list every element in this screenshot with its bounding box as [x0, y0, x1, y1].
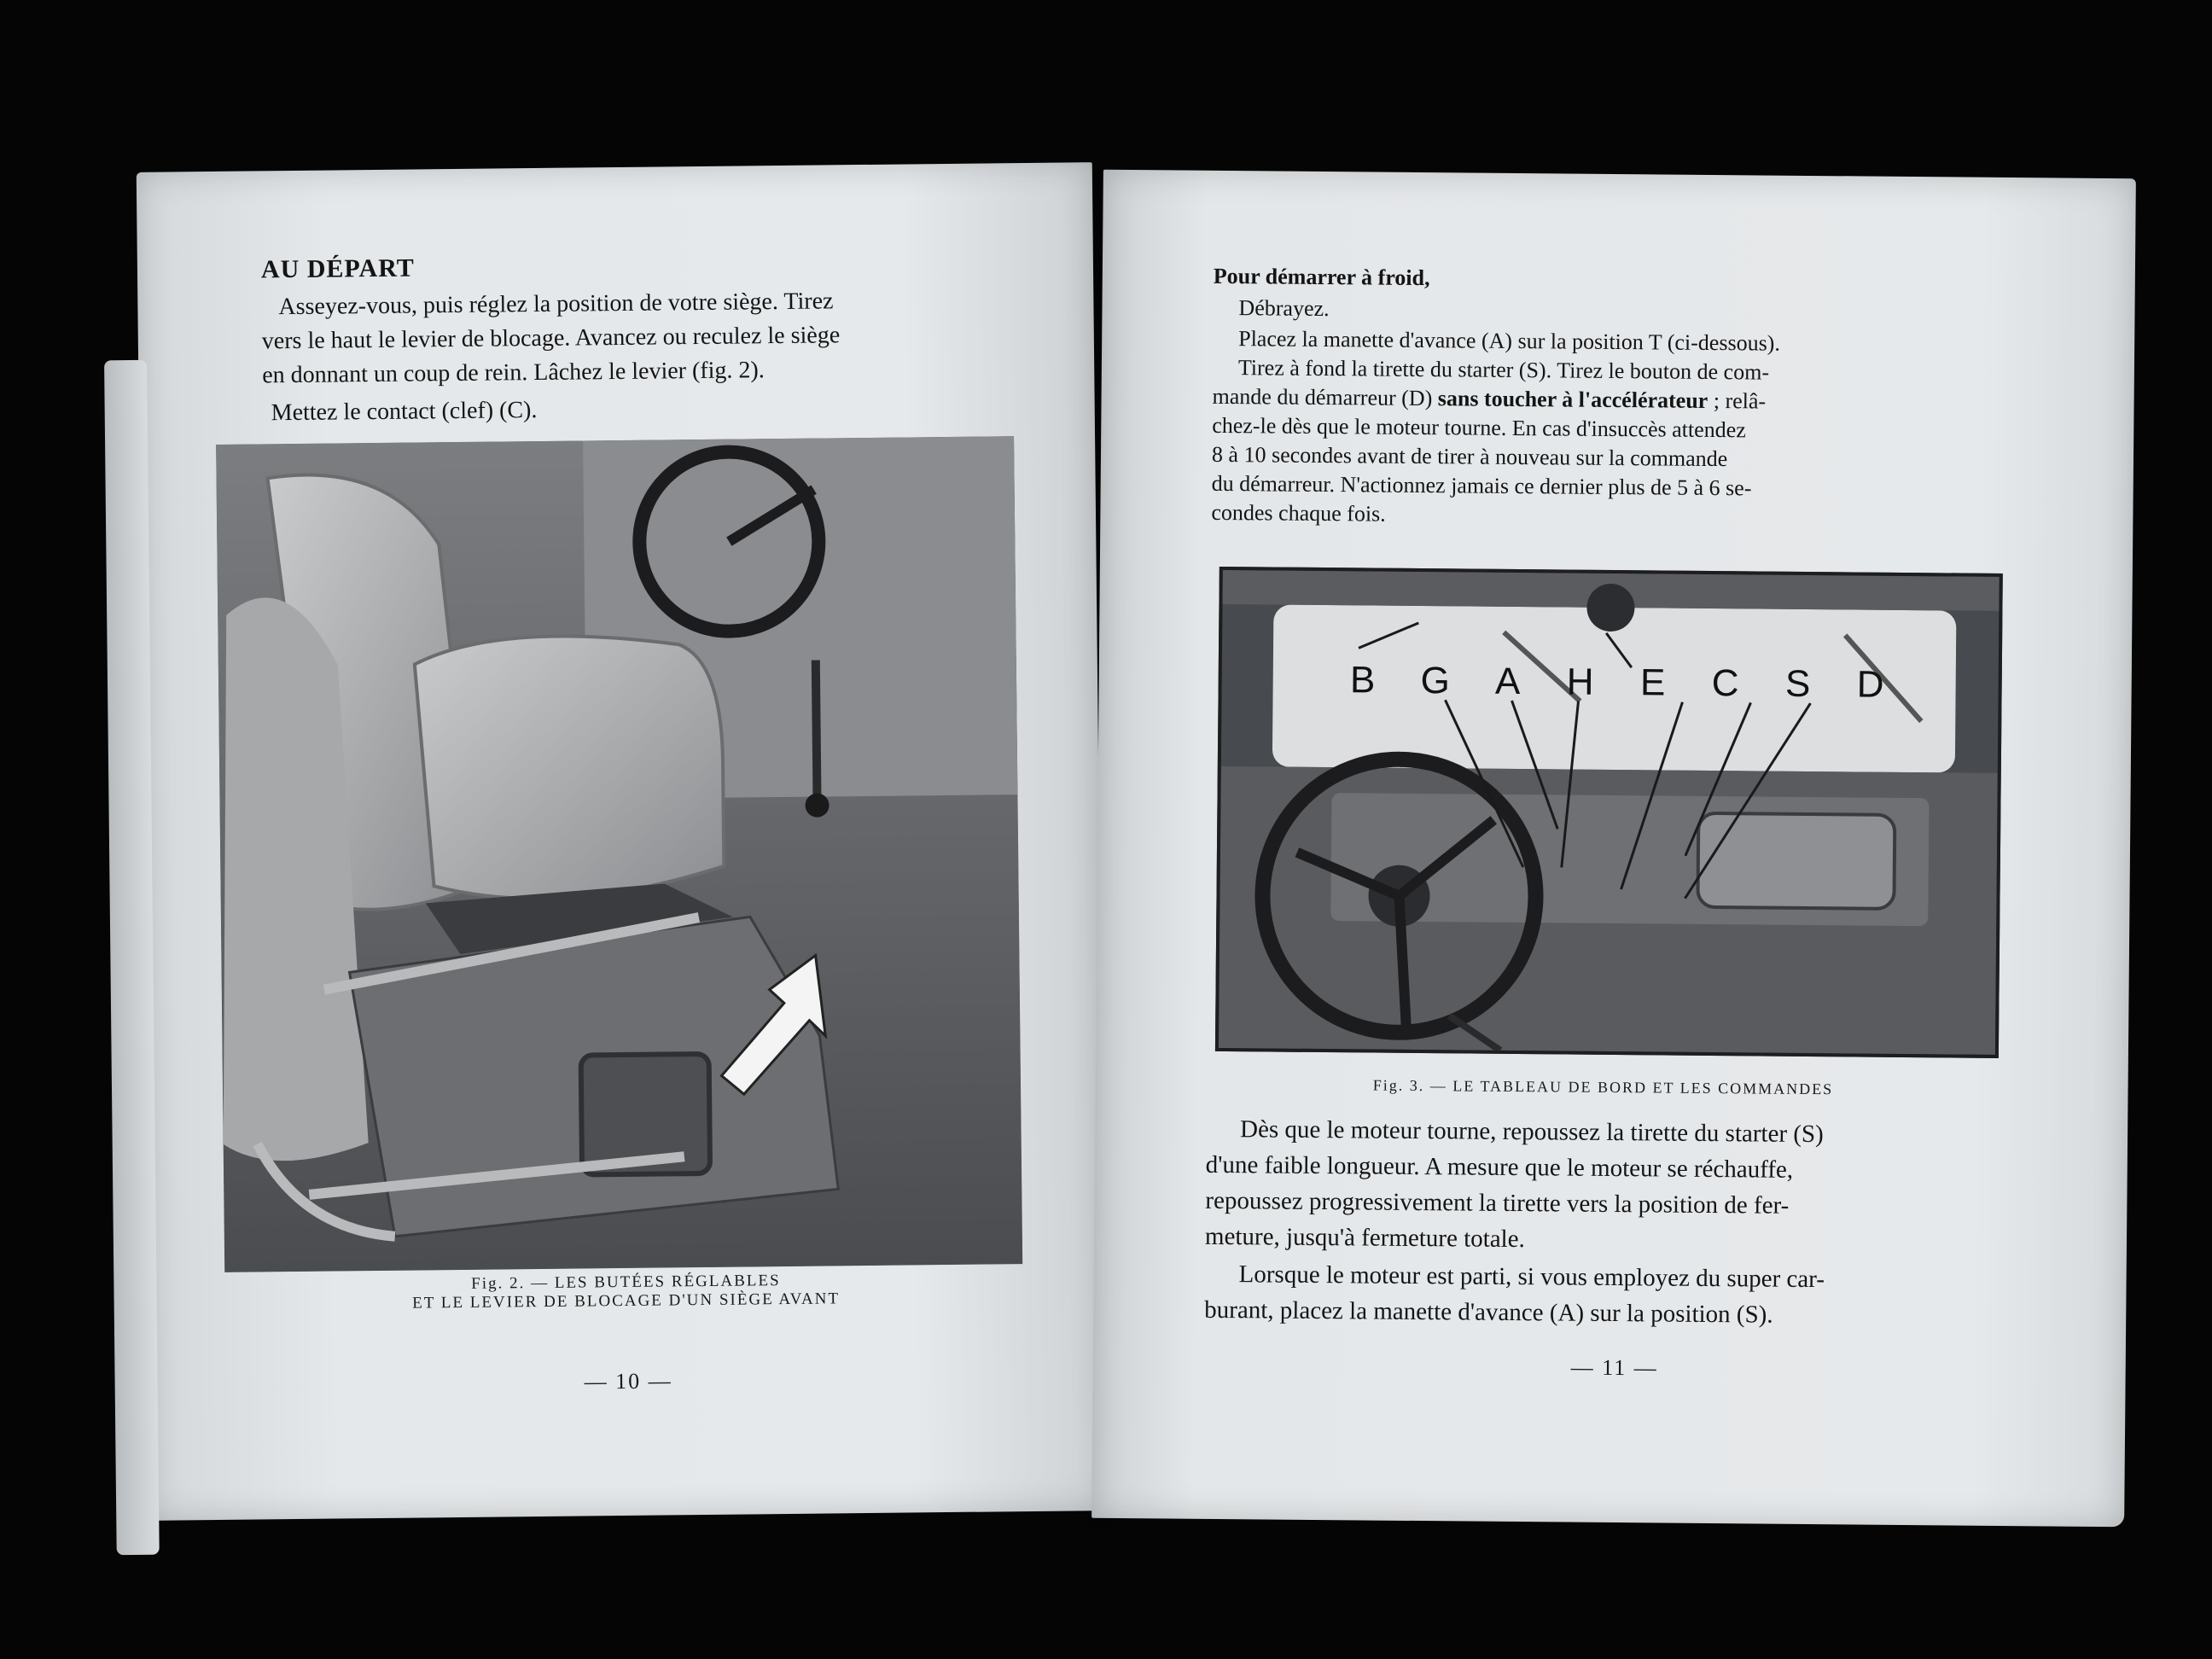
left-para1-line: Asseyez-vous, puis réglez la position de votre siège. Tirez	[278, 288, 834, 321]
right-para-line: Tirez à fond la tirette du starter (S). Tirez le bouton de com-	[1237, 355, 1770, 385]
left-heading: AU DÉPART	[260, 253, 416, 284]
fig2-caption-line1: Fig. 2. — LES BUTÉES RÉGLABLES	[471, 1272, 781, 1293]
right-para-line: du démarreur. N'actionnez jamais ce dernier plus de 5 à 6 se-	[1211, 470, 1752, 501]
right-paragraph-4	[1204, 1256, 2110, 1336]
fig3-label-h: H	[1566, 661, 1594, 703]
right-para-line: condes chaque fois.	[1211, 499, 1386, 527]
right-para4-line: Lorsque le moteur est parti, si vous employez du super car-	[1238, 1260, 1825, 1294]
bold-warning: sans toucher à l'accélérateur	[1437, 386, 1708, 413]
right-para-line: 8 à 10 secondes avant de tirer à nouveau sur la commande	[1211, 441, 1728, 472]
left-page	[137, 162, 1106, 1521]
fig3-label-b: B	[1349, 659, 1376, 701]
fig2-caption-line2: ET LE LEVIER DE BLOCAGE D'UN SIÈGE AVANT	[412, 1289, 841, 1313]
left-para1-line: en donnant un coup de rein. Lâchez le levier (fig. 2).	[262, 357, 765, 389]
fig3-label-s: S	[1784, 662, 1811, 706]
right-paragraph-3	[1205, 1111, 2110, 1262]
right-paragraph-starter	[1211, 353, 2109, 535]
fig3-label-c: C	[1711, 661, 1739, 705]
right-para3-line: d'une faible longueur. A mesure que le moteur se réchauffe,	[1205, 1150, 1794, 1184]
fig3-label-a: A	[1494, 660, 1521, 703]
right-para3-line: repoussez progressivement la tirette vers la position de fer-	[1205, 1186, 1790, 1220]
right-para3-line: Dès que le moteur tourne, repoussez la tirette du starter (S)	[1239, 1115, 1824, 1149]
fig3-label-e: E	[1639, 661, 1666, 704]
right-line-2: Placez la manette d'avance (A) sur la position T (ci-dessous).	[1238, 326, 1781, 356]
right-para4-line: burant, placez la manette d'avance (A) sur la position (S).	[1204, 1295, 1773, 1329]
right-page-number: — 11 —	[1570, 1354, 1658, 1381]
fig3-label-g: G	[1420, 660, 1451, 702]
fig3-caption: Fig. 3. — LE TABLEAU DE BORD ET LES COMMANDES	[1372, 1076, 1834, 1098]
right-para-line: ; relâ-	[1713, 387, 1767, 414]
fig3-label-d: D	[1856, 663, 1884, 706]
dashboard-illustration	[1219, 570, 2000, 1055]
left-paragraph-2: Mettez le contact (clef) (C).	[271, 397, 538, 427]
left-page-number: — 10 —	[584, 1368, 672, 1394]
right-line-1: Débrayez.	[1238, 295, 1330, 322]
right-heading: Pour démarrer à froid,	[1213, 263, 1430, 291]
right-page	[1091, 170, 2136, 1527]
dashboard-photo	[1215, 567, 2003, 1058]
left-paragraph-1	[261, 282, 1039, 393]
seat-photo	[216, 436, 1022, 1272]
seat-photo-illustration	[216, 436, 1022, 1272]
right-para-line: chez-le dès que le moteur tourne. En cas d'insuccès attendez	[1212, 412, 1746, 443]
right-para3-line: meture, jusqu'à fermeture totale.	[1204, 1222, 1525, 1254]
right-para-line: mande du démarreur (D)	[1212, 383, 1433, 411]
fig2-caption	[284, 1270, 967, 1314]
left-para1-line: vers le haut le levier de blocage. Avancez ou reculez le siège	[261, 322, 841, 355]
